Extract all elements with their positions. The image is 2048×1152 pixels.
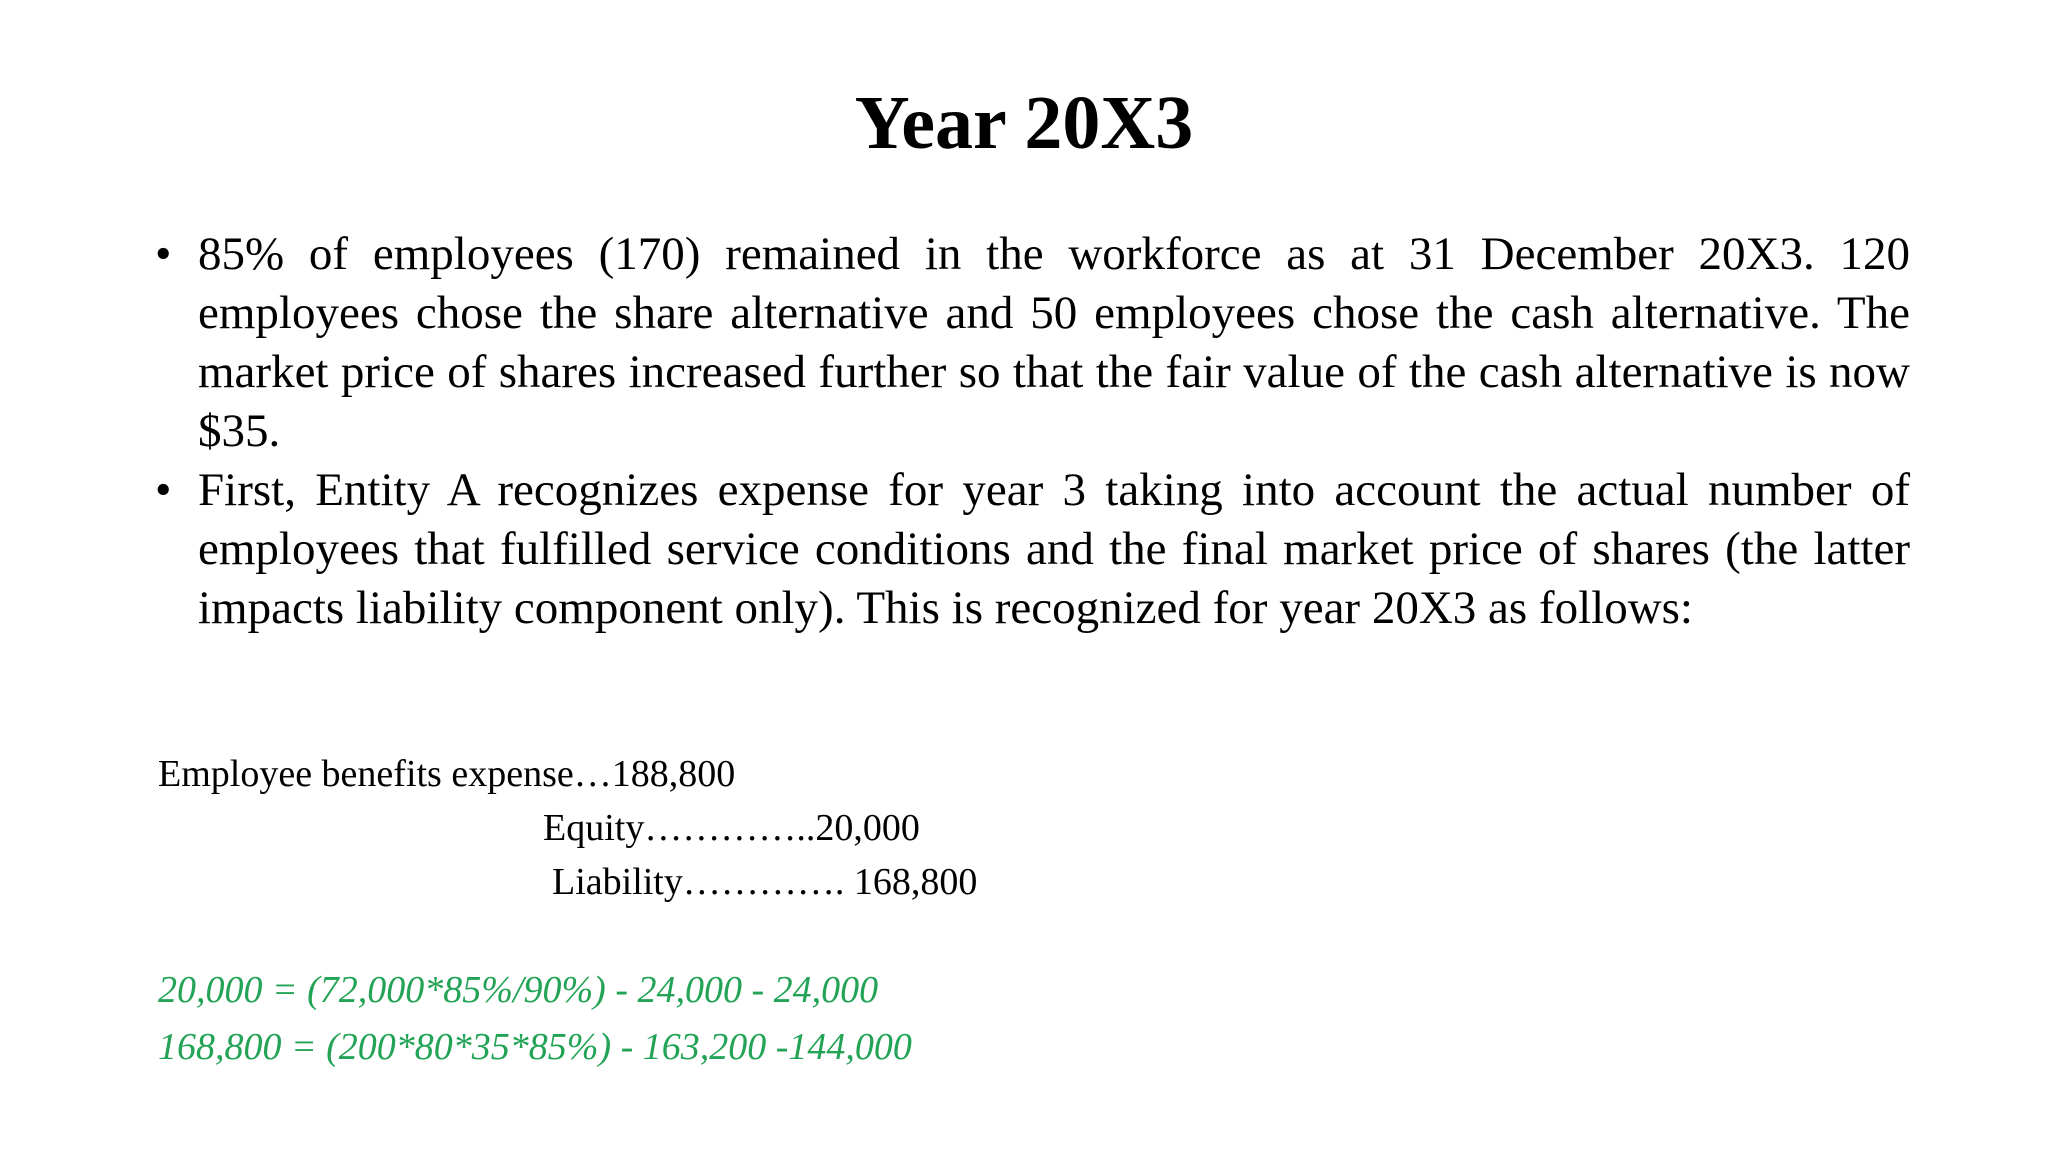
- bullet-list: [155, 225, 1910, 638]
- journal-credit-equity-line: Equity…………..20,000: [543, 807, 920, 849]
- journal-credit-liability-line: Liability…………. 168,800: [552, 861, 978, 903]
- journal-debit-line: Employee benefits expense…188,800: [158, 753, 736, 795]
- bullet-marker: •: [155, 464, 172, 516]
- bullet-item-workforce: [155, 225, 1910, 461]
- slide-title: Year 20X3: [854, 81, 1194, 165]
- calculation-equity: 20,000 = (72,000*85%/90%) - 24,000 - 24,000: [158, 969, 879, 1011]
- bullet-text: 85% of employees (170) remained in the workforce as at 31 December 20X3. 120 employees chose the share alternative and 50 employees chose the cash alternative. The market price of shares increased further so that the fair value of the cash alternative is now $35.: [198, 228, 1910, 457]
- calculation-liability: 168,800 = (200*80*35*85%) - 163,200 -144,000: [158, 1026, 912, 1068]
- bullet-text: First, Entity A recognizes expense for year 3 taking into account the actual number of employees that fulfilled service conditions and the final market price of shares (the latter impacts liability component only). This is recognized for year 20X3 as follows:: [198, 464, 1910, 634]
- bullet-marker: •: [155, 228, 172, 280]
- bullet-item-expense: [155, 461, 1910, 638]
